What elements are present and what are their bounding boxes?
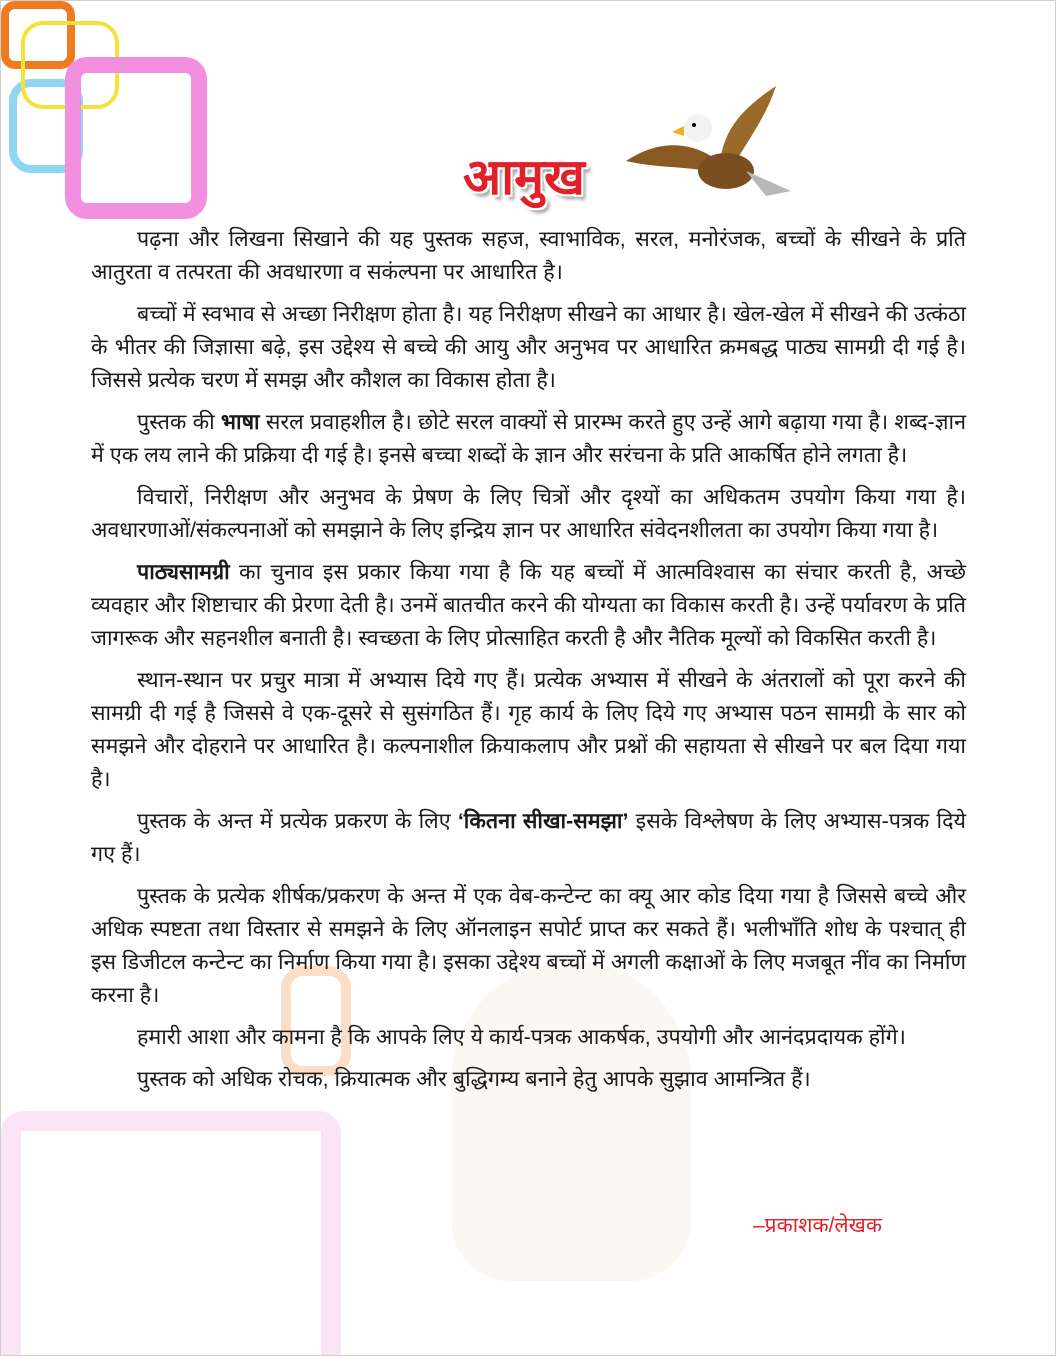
decorative-frame-pink: [65, 57, 207, 219]
paragraph-text: बच्चों में स्वभाव से अच्छा निरीक्षण होता है। यह निरीक्षण सीखने का आधार है। खेल-खेल में सीखने की उत्कंठा के भीतर की जिज्ञासा बढ़े, इस उद्देश्य से बच्चे की आयु और अनुभव पर आधारित क्रमबद्ध पाठ्य सामग्री दी गई है। जिससे प्रत्येक चरण में समझ और कौशल का विकास होता है।: [91, 302, 966, 392]
paragraph: [91, 481, 966, 547]
decorative-frame-pink-bottom: [1, 1111, 341, 1356]
eagle-illustration: [626, 86, 796, 206]
paragraph-text: पुस्तक के प्रत्येक शीर्षक/प्रकरण के अन्त में एक वेब-कन्टेन्ट का क्यू आर कोड दिया गया है जिससे बच्चे और अधिक स्पष्टता तथा विस्तार से समझने के लिए ऑनलाइन सपोर्ट प्राप्त कर सकते हैं। भलीभाँति शोध के पश्चात् ही इस डिजीटल कन्टेन्ट का निर्माण किया गया है। इसका उद्देश्य बच्चों में अगली कक्षाओं के लिए मजबूत नींव का निर्माण करना है।: [91, 884, 966, 1007]
paragraph-text: पुस्तक की: [137, 410, 221, 434]
paragraph-text: पढ़ना और लिखना सिखाने की यह पुस्तक सहज, स्वाभाविक, सरल, मनोरंजक, बच्चों के सीखने के प्रति आतुरता व तत्परता की अवधारणा व सकंल्पना पर आधारित है।: [91, 227, 966, 284]
paragraph-text: इसके विश्लेषण के लिए अभ्यास-पत्रक दिये गए हैं।: [91, 809, 966, 866]
bold-term: पाठ्यसामग्री: [137, 560, 230, 584]
paragraph: [91, 1021, 966, 1054]
paragraph: [91, 406, 966, 472]
paragraph-text: पुस्तक के अन्त में प्रत्येक प्रकरण के लिए: [137, 809, 458, 833]
paragraph: [91, 805, 966, 871]
paragraph-text: हमारी आशा और कामना है कि आपके लिए ये कार्य-पत्रक आकर्षक, उपयोगी और आनंदप्रदायक होंगे।: [137, 1025, 906, 1049]
preface-body: [91, 223, 966, 1105]
paragraph: [91, 1063, 966, 1096]
bold-term: भाषा: [220, 410, 260, 434]
paragraph-text: स्थान-स्थान पर प्रचुर मात्रा में अभ्यास दिये गए हैं। प्रत्येक अभ्यास में सीखने के अंतरालों को पूरा करने की सामग्री दी गई है जिससे वे एक-दूसरे से सुसंगठित हैं। गृह कार्य के लिए दिये गए अभ्यास पठन सामग्री के सार को समझने और दोहराने पर आधारित है। कल्पनाशील क्रियाकलाप और प्रश्नों की सहायता से सीखने पर बल दिया गया है।: [91, 668, 966, 791]
paragraph-text: पुस्तक को अधिक रोचक, क्रियात्मक और बुद्धिगम्य बनाने हेतु आपके सुझाव आमन्त्रित हैं।: [137, 1067, 811, 1091]
paragraph: [91, 880, 966, 1012]
signature: –प्रकाशक/लेखक: [753, 1214, 882, 1237]
page-title: आमुख: [463, 149, 585, 205]
paragraph: [91, 298, 966, 397]
paragraph: [91, 664, 966, 796]
paragraph-text: का चुनाव इस प्रकार किया गया है कि यह बच्चों में आत्मविश्वास का संचार करती है, अच्छे व्यवहार और शिष्टाचार की प्रेरणा देती है। उनमें बातचीत करने की योग्यता का विकास करती है। उन्हें पर्यावरण के प्रति जागरूक और सहनशील बनाती है। स्वच्छता के लिए प्रोत्साहित करती है और नैतिक मूल्यों को विकसित करती है।: [91, 560, 966, 650]
paragraph-text: विचारों, निरीक्षण और अनुभव के प्रेषण के लिए चित्रों और दृश्यों का अधिकतम उपयोग किया गया है। अवधारणाओं/संकल्पनाओं को समझाने के लिए इन्द्रिय ज्ञान पर आधारित संवेदनशीलता का उपयोग किया गया है।: [91, 485, 966, 542]
paragraph: [91, 556, 966, 655]
paragraph: [91, 223, 966, 289]
bold-term: ‘कितना सीखा-समझा’: [457, 809, 629, 833]
paragraph-text: सरल प्रवाहशील है। छोटे सरल वाक्यों से प्रारम्भ करते हुए उन्हें आगे बढ़ाया गया है। शब्द-ज्ञान में एक लय लाने की प्रक्रिया दी गई है। इनसे बच्चा शब्दों के ज्ञान और सरंचना के प्रति आकर्षित होने लगता है।: [91, 410, 966, 467]
